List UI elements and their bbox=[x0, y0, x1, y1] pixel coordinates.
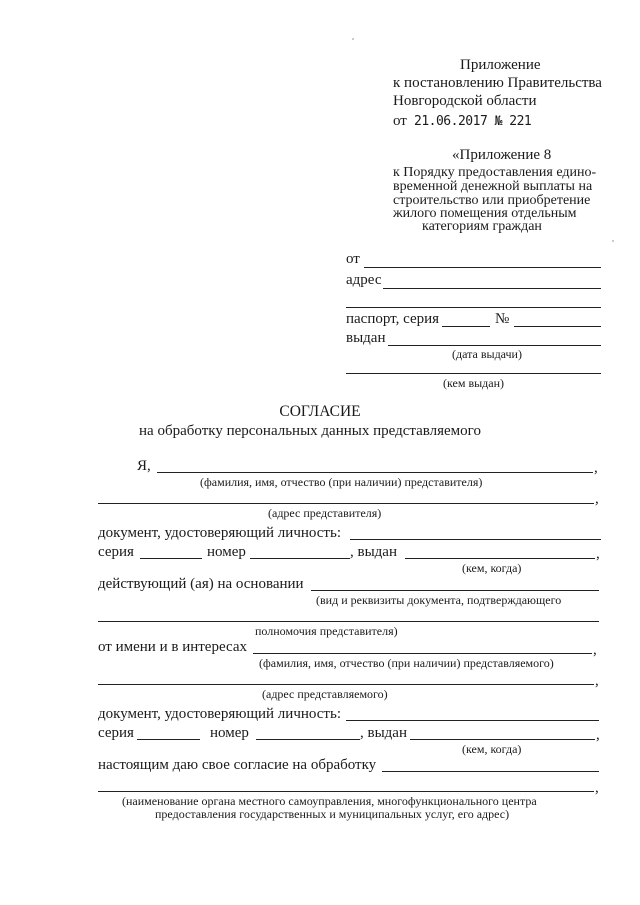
i-label: Я, bbox=[137, 458, 151, 474]
issue-date-field[interactable] bbox=[388, 345, 601, 346]
representative-address-hint: (адрес представителя) bbox=[268, 506, 382, 520]
on-behalf-label: от имени и в интересах bbox=[98, 639, 247, 655]
basis-hint-1: (вид и реквизиты документа, подтверждающего bbox=[316, 593, 562, 607]
rep-number-field[interactable] bbox=[250, 558, 350, 559]
comma: , bbox=[595, 780, 599, 796]
represented-who-when-hint: (кем, когда) bbox=[462, 742, 522, 756]
passport-number-field[interactable] bbox=[514, 326, 601, 327]
consent-org-field-2[interactable] bbox=[98, 791, 594, 792]
represented-number-field[interactable] bbox=[256, 739, 360, 740]
represented-issued-field[interactable] bbox=[410, 739, 595, 740]
represented-series-field[interactable] bbox=[137, 739, 200, 740]
issued-label: выдан bbox=[346, 330, 386, 346]
representative-name-hint: (фамилия, имя, отчество (при наличии) представителя) bbox=[200, 475, 483, 489]
org-hint-1: (наименование органа местного самоуправления, многофункционального центра bbox=[122, 794, 537, 808]
rep-issued-field[interactable] bbox=[405, 558, 595, 559]
sub-appendix-line-4: жилого помещения отдельным bbox=[393, 206, 577, 221]
rep-series-label: серия bbox=[98, 544, 134, 560]
representative-name-field[interactable] bbox=[157, 472, 593, 473]
comma: , bbox=[595, 491, 599, 507]
consent-org-field[interactable] bbox=[382, 771, 599, 772]
document-title: СОГЛАСИЕ bbox=[279, 403, 361, 420]
issued-by-field[interactable] bbox=[346, 373, 601, 374]
comma: , bbox=[596, 546, 600, 562]
represented-address-hint: (адрес представляемого) bbox=[262, 687, 388, 701]
rep-series-field[interactable] bbox=[140, 558, 202, 559]
sub-appendix-line-2: временной денежной выплаты на bbox=[393, 179, 593, 194]
represented-address-field[interactable] bbox=[98, 684, 594, 685]
rep-issued-label: , выдан bbox=[350, 544, 397, 560]
acting-basis-label: действующий (ая) на основании bbox=[98, 576, 304, 592]
issue-date-hint: (дата выдачи) bbox=[452, 347, 522, 361]
rep-number-label: номер bbox=[207, 544, 246, 560]
rep-id-doc-field[interactable] bbox=[350, 539, 601, 540]
passport-series-field[interactable] bbox=[442, 326, 490, 327]
passport-series-label: паспорт, серия bbox=[346, 311, 440, 327]
sub-appendix-line-5: категориям граждан bbox=[422, 219, 542, 234]
acting-basis-field[interactable] bbox=[311, 590, 599, 591]
region-line: Новгородской области bbox=[393, 93, 537, 109]
acting-basis-field-2[interactable] bbox=[98, 621, 599, 622]
sub-appendix-line-1: к Порядку предоставления едино- bbox=[393, 165, 597, 180]
rep-id-doc-label: документ, удостоверяющий личность: bbox=[98, 525, 341, 541]
represented-id-doc-field[interactable] bbox=[346, 720, 599, 721]
represented-series-label: серия bbox=[98, 725, 134, 741]
address-field-line[interactable] bbox=[383, 288, 601, 289]
rep-who-when-hint: (кем, когда) bbox=[462, 561, 522, 575]
date-prefix: от bbox=[393, 113, 407, 129]
comma: , bbox=[593, 642, 597, 658]
address-field-line-2[interactable] bbox=[346, 307, 601, 308]
org-hint-2: предоставления государственных и муниципальных услуг, его адрес) bbox=[155, 807, 510, 821]
representative-address-field[interactable] bbox=[98, 503, 594, 504]
represented-id-doc-label: документ, удостоверяющий личность: bbox=[98, 706, 341, 722]
scan-speck bbox=[612, 240, 614, 242]
passport-number-sign: № bbox=[495, 311, 510, 327]
consent-label: настоящим даю свое согласие на обработку bbox=[98, 757, 377, 773]
from-label: от bbox=[346, 251, 360, 267]
scan-speck bbox=[352, 38, 354, 40]
represented-issued-label: , выдан bbox=[360, 725, 407, 741]
sub-appendix-line-3: строительство или приобретение bbox=[393, 193, 591, 208]
address-label: адрес bbox=[346, 272, 382, 288]
represented-name-field[interactable] bbox=[253, 653, 592, 654]
comma: , bbox=[596, 727, 600, 743]
basis-hint-2: полномочия представителя) bbox=[255, 624, 398, 638]
represented-name-hint: (фамилия, имя, отчество (при наличии) представляемого) bbox=[259, 656, 554, 670]
appendix-label: Приложение bbox=[460, 57, 541, 73]
comma: , bbox=[594, 460, 598, 476]
represented-number-label: номер bbox=[210, 725, 249, 741]
decree-line: к постановлению Правительства bbox=[393, 75, 602, 91]
from-field-line[interactable] bbox=[364, 267, 601, 268]
issued-by-hint: (кем выдан) bbox=[443, 376, 505, 390]
comma: , bbox=[595, 673, 599, 689]
sub-appendix-title: «Приложение 8 bbox=[452, 147, 552, 163]
decree-date-number: 21.06.2017 № 221 bbox=[414, 114, 532, 129]
document-subtitle: на обработку персональных данных представляемого bbox=[139, 423, 481, 439]
